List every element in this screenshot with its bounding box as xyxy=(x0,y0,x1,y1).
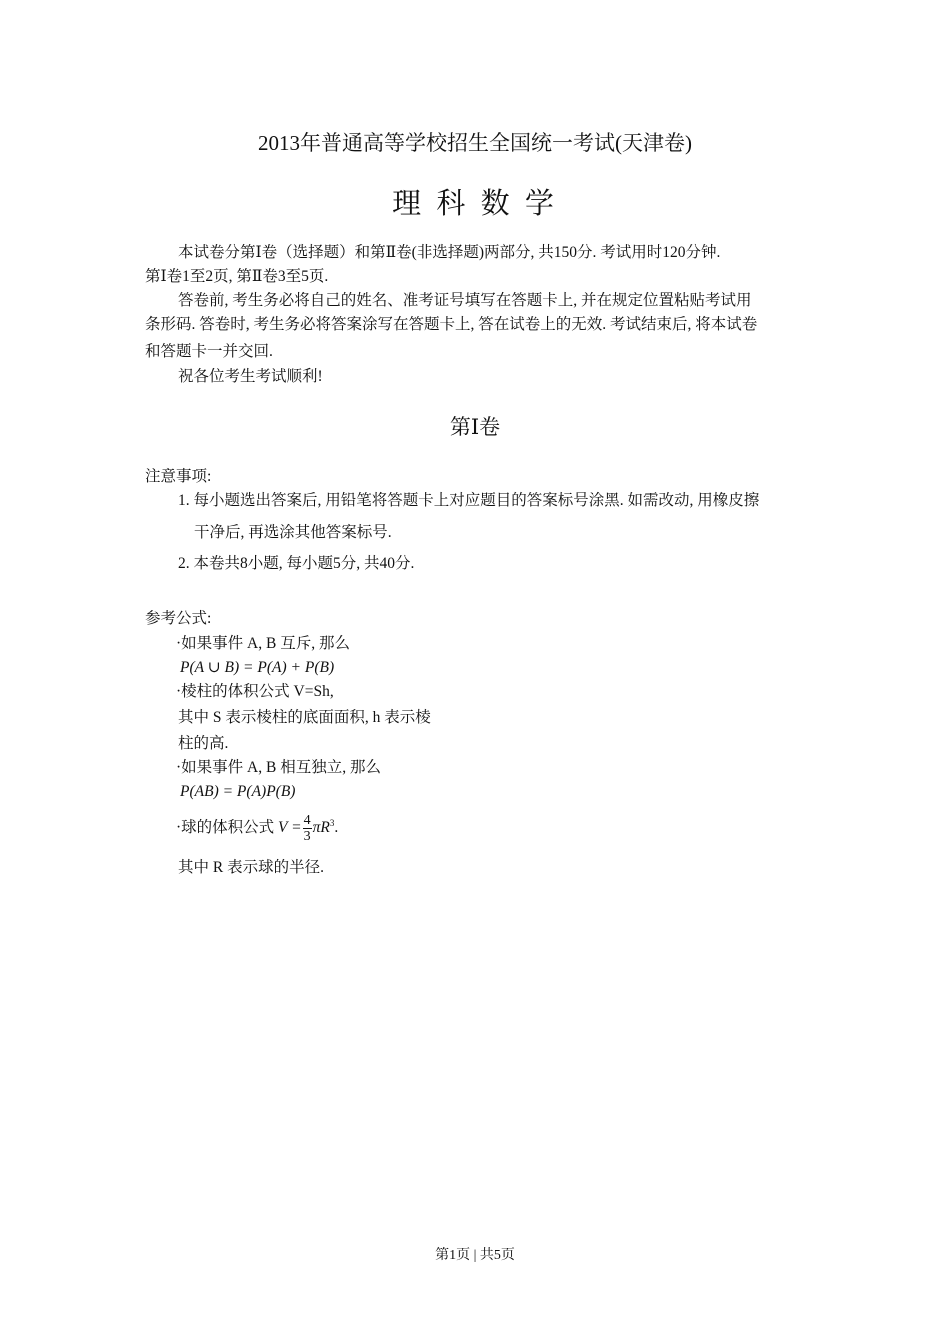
document-title: 2013年普通高等学校招生全国统一考试(天津卷) xyxy=(258,131,692,155)
section-heading: 第Ⅰ卷 xyxy=(449,415,501,439)
formula-text: ·如果事件 A, B 相互独立, 那么 xyxy=(176,759,381,776)
page-footer: 第1页 | 共5页 xyxy=(435,1248,515,1263)
intro-line: 和答题卡一并交回. xyxy=(145,343,273,360)
sphere-volume-formula: ·球的体积公式 V = $\frac{4}{3}$ $\pi R^3$. xyxy=(176,813,339,845)
intro-line: 答卷前, 考生务必将自己的姓名、准考证号填写在答题卡上, 并在规定位置粘贴考试用 xyxy=(178,292,752,309)
formula-text: ·球的体积公式 xyxy=(176,819,275,837)
intro-line: 祝各位考生考试顺利! xyxy=(178,368,323,385)
note-item: 干净后, 再选涂其他答案标号. xyxy=(194,524,392,541)
formula-equation: P(A ∪ B) = P(A) + P(B) xyxy=(180,659,335,676)
formula-text: ·棱柱的体积公式 V=Sh, xyxy=(176,683,334,700)
formula-text: ·如果事件 A, B 互斥, 那么 xyxy=(176,635,350,652)
intro-line: 条形码. 答卷时, 考生务必将答案涂写在答题卡上, 答在试卷上的无效. 考试结束后, 将本试卷 xyxy=(145,316,758,333)
formula-text: 其中 S 表示棱柱的底面面积, h 表示棱 xyxy=(178,709,431,726)
formula-text: 其中 R 表示球的半径. xyxy=(178,859,324,876)
intro-line: 第Ⅰ卷1至2页, 第Ⅱ卷3至5页. xyxy=(145,268,329,285)
intro-line: 本试卷分第Ⅰ卷（选择题）和第Ⅱ卷(非选择题)两部分, 共150分. 考试用时120分钟. xyxy=(178,244,721,261)
notes-heading: 注意事项: xyxy=(145,468,212,485)
formula-lhs: V = xyxy=(278,819,302,837)
formula-equation: P(AB) = P(A)P(B) xyxy=(180,783,296,800)
note-item: 2. 本卷共8小题, 每小题5分, 共40分. xyxy=(178,555,415,572)
formulas-heading: 参考公式: xyxy=(145,610,212,627)
document-subtitle: 理 科 数 学 xyxy=(392,188,558,220)
formula-text: 柱的高. xyxy=(178,735,229,752)
fraction: $\frac{4}{3}$ xyxy=(303,813,311,845)
note-item: 1. 每小题选出答案后, 用铅笔将答题卡上对应题目的答案标号涂黑. 如需改动, 用橡皮擦 xyxy=(178,492,760,509)
